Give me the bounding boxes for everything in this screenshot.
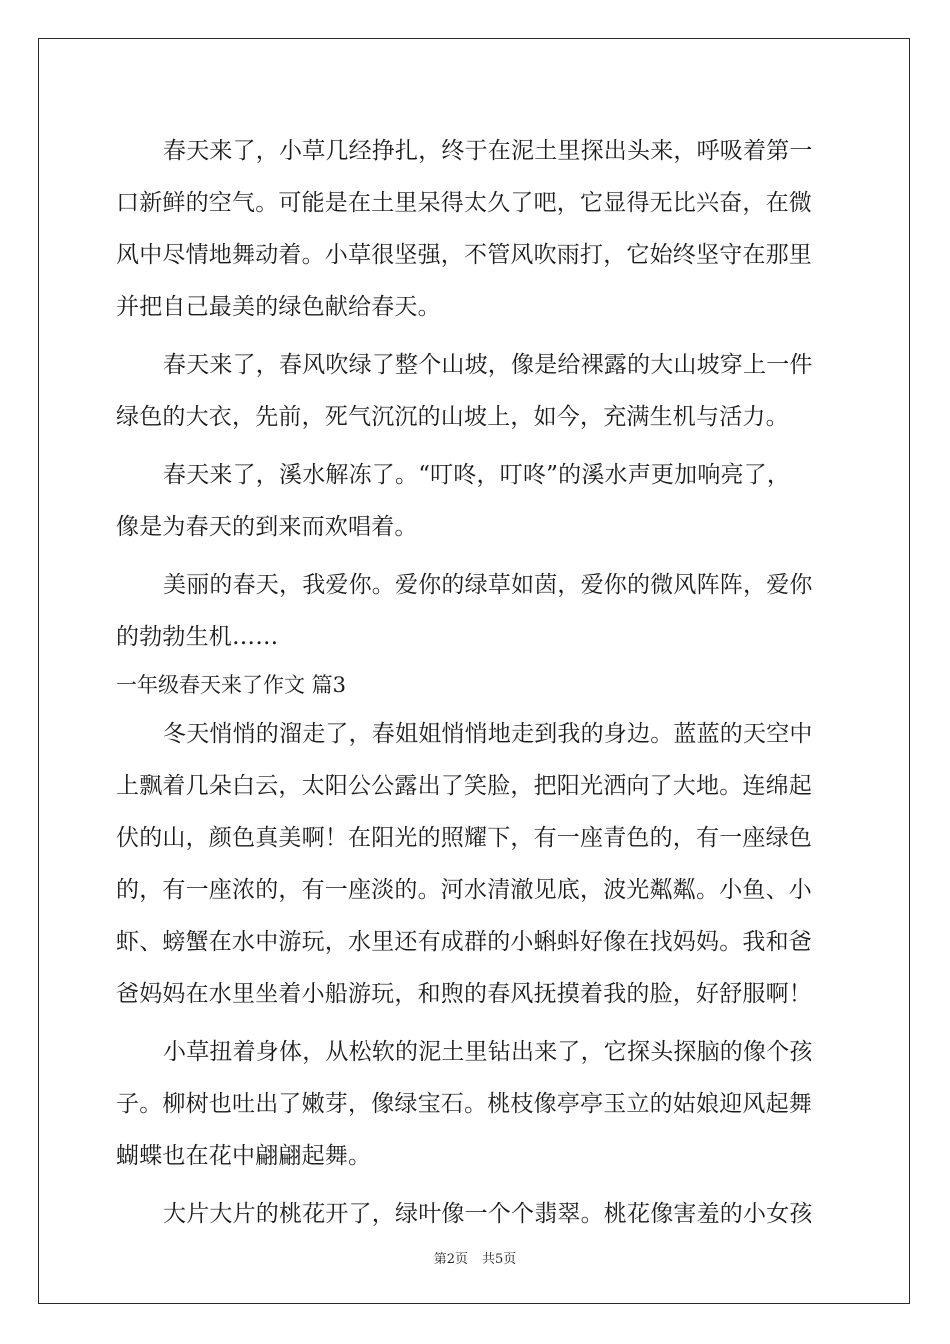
text-line: 春天来了，小草几经挣扎，终于在泥土里探出头来，呼吸着第一 — [163, 138, 813, 164]
page-number: 第2页 — [433, 1252, 468, 1267]
text-line: 上飘着几朵白云，太阳公公露出了笑脸，把阳光洒向了大地。连绵起 — [116, 773, 812, 799]
paragraph — [116, 1188, 834, 1240]
document-body — [116, 125, 834, 1240]
text-line: 像是为春天的到来而欢唱着。 — [116, 514, 418, 540]
text-line: 伏的山，颜色真美啊！在阳光的照耀下，有一座青色的，有一座绿色 — [116, 825, 812, 851]
text-line: 的勃勃生机…… — [116, 624, 279, 650]
paragraph — [116, 559, 834, 663]
text-line: 爸妈妈在水里坐着小船游玩，和煦的春风抚摸着我的脸，好舒服啊！ — [116, 981, 812, 1007]
paragraph — [116, 449, 834, 553]
paragraph — [116, 125, 834, 333]
text-line: 春天来了，春风吹绿了整个山坡，像是给裸露的大山坡穿上一件 — [163, 352, 813, 378]
text-line: 子。柳树也吐出了嫩芽，像绿宝石。桃枝像亭亭玉立的姑娘迎风起舞 — [116, 1091, 812, 1117]
text-line: 蝴蝶也在花中翩翩起舞。 — [116, 1143, 372, 1169]
text-line: 虾、螃蟹在水中游玩，水里还有成群的小蝌蚪好像在找妈妈。我和爸 — [116, 929, 812, 955]
text-line: 绿色的大衣，先前，死气沉沉的山坡上，如今，充满生机与活力。 — [116, 404, 789, 430]
text-line: 春天来了，溪水解冻了。“叮咚，叮咚”的溪水声更加响亮了， — [163, 462, 791, 488]
page-total: 共5页 — [482, 1252, 517, 1267]
text-line: 风中尽情地舞动着。小草很坚强，不管风吹雨打，它始终坚守在那里 — [116, 242, 812, 268]
page-footer — [0, 1248, 950, 1267]
text-line: 美丽的春天，我爱你。爱你的绿草如茵，爱你的微风阵阵，爱你 — [163, 572, 813, 598]
text-line: 并把自己最美的绿色献给春天。 — [116, 294, 441, 320]
text-line: 口新鲜的空气。可能是在土里呆得太久了吧，它显得无比兴奋，在微 — [116, 190, 812, 216]
text-line: 小草扭着身体，从松软的泥土里钻出来了，它探头探脑的像个孩 — [163, 1039, 813, 1065]
text-line: 冬天悄悄的溜走了，春姐姐悄悄地走到我的身边。蓝蓝的天空中 — [163, 721, 813, 747]
text-line: 大片大片的桃花开了，绿叶像一个个翡翠。桃花像害羞的小女孩 — [163, 1201, 813, 1227]
paragraph — [116, 708, 834, 1020]
section-heading: 一年级春天来了作文 篇3 — [116, 673, 347, 697]
paragraph — [116, 1026, 834, 1182]
text-line: 的，有一座浓的，有一座淡的。河水清澈见底，波光粼粼。小鱼、小 — [116, 877, 812, 903]
paragraph — [116, 339, 834, 443]
